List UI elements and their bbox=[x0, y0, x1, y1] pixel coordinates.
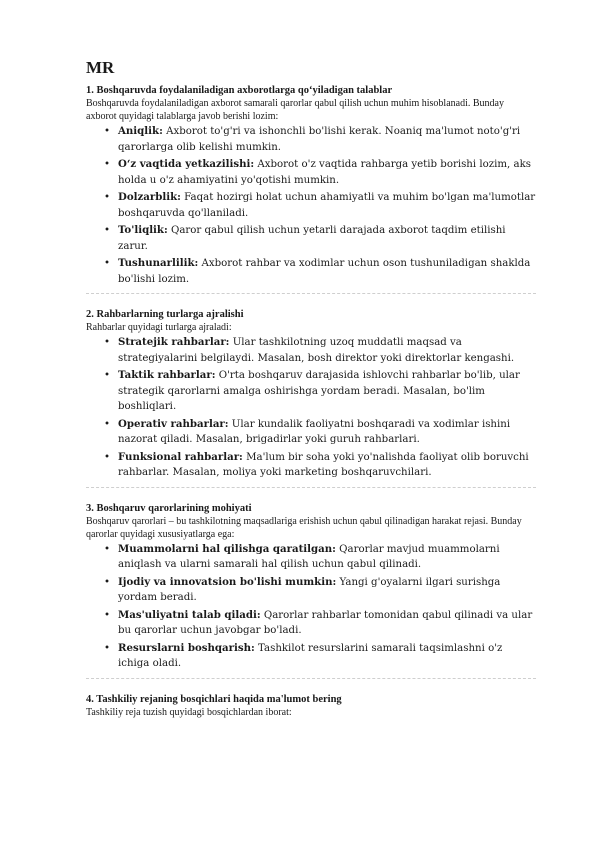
item-text: Qarorlar mavjud muammolarni aniqlash va ularni samarali hal qilish uchun qabul qilinadi. bbox=[118, 543, 500, 570]
item-text: Faqat hozirgi holat uchun ahamiyatli va muhim bo'lgan ma'lumotlar boshqaruvda qo'llaniladi. bbox=[118, 192, 536, 219]
item-term: Resurslarni boshqarish: bbox=[118, 641, 255, 654]
bullet-list bbox=[86, 124, 536, 287]
item-text: Qaror qabul qilish uchun yetarli darajada axborot taqdim etilishi zarur. bbox=[118, 225, 506, 252]
section-heading: 4. Tashkiliy rejaning bosqichlari haqida ma'lumot bering bbox=[86, 693, 342, 705]
bullet-list bbox=[86, 542, 536, 672]
bullet-icon: • bbox=[104, 451, 111, 463]
section-divider bbox=[86, 293, 536, 294]
list-item bbox=[104, 157, 536, 188]
item-term: Ijodiy va innovatsion bo'lishi mumkin: bbox=[118, 575, 337, 588]
item-term: Mas'uliyatni talab qiladi: bbox=[118, 608, 261, 621]
item-text: Axborot rahbar va xodimlar uchun oson tushuniladigan shaklda bo'lishi lozim. bbox=[118, 258, 531, 285]
section-2 bbox=[86, 308, 536, 488]
bullet-icon: • bbox=[104, 126, 111, 137]
section-heading: 2. Rahbarlarning turlarga ajralishi bbox=[86, 309, 244, 320]
section-intro: Boshqaruvda foydalaniladigan axborot samarali qarorlar qabul qilish uchun muhim hisoblanadi. Bunday axborot quyidagi talablarga javob berishi lozim: bbox=[86, 98, 504, 122]
section-3 bbox=[86, 502, 536, 679]
bullet-icon: • bbox=[104, 225, 111, 236]
item-text: Ular tashkilotning uzoq muddatli maqsad va strategiyalarini belgilaydi. Masalan, bosh direktor yoki direktorlar kengashi. bbox=[118, 337, 515, 364]
item-term: To'liqlik: bbox=[118, 224, 168, 236]
list-item bbox=[104, 335, 536, 366]
item-text: Qarorlar rahbarlar tomonidan qabul qilinadi va ular bu qarorlar uchun javobgar bo'ladi. bbox=[118, 609, 533, 636]
item-term: Tushunarlilik: bbox=[118, 257, 199, 269]
bullet-icon: • bbox=[104, 370, 111, 381]
item-text: Yangi g'oyalarni ilgari surishga yordam beradi. bbox=[118, 576, 501, 603]
list-item bbox=[104, 368, 536, 415]
bullet-icon: • bbox=[104, 192, 111, 203]
bullet-icon: • bbox=[104, 543, 111, 555]
section-heading: 3. Boshqaruv qarorlarining mohiyati bbox=[86, 502, 252, 514]
list-item bbox=[104, 641, 536, 672]
section-divider bbox=[86, 487, 536, 488]
bullet-icon: • bbox=[104, 337, 111, 348]
item-term: Dolzarblik: bbox=[118, 191, 181, 203]
item-text: Axborot o'z vaqtida rahbarga yetib borishi lozim, aks holda u o'z ahamiyatini yo'qotishi mumkin. bbox=[118, 159, 531, 186]
section-1 bbox=[86, 84, 536, 294]
item-term: Aniqlik: bbox=[118, 125, 163, 137]
item-term: Operativ rahbarlar: bbox=[118, 417, 229, 430]
list-item bbox=[104, 608, 536, 639]
list-item bbox=[104, 190, 536, 221]
list-item bbox=[104, 223, 536, 254]
section-intro: Tashkiliy reja tuzish quyidagi bosqichlardan iborat: bbox=[86, 706, 292, 718]
list-item bbox=[104, 450, 536, 481]
bullet-icon: • bbox=[104, 159, 111, 170]
item-text: Axborot to'g'ri va ishonchli bo'lishi kerak. Noaniq ma'lumot noto'g'ri qarorlarga olib kelishi mumkin. bbox=[118, 126, 521, 153]
list-item bbox=[104, 417, 536, 448]
list-item bbox=[104, 575, 536, 606]
item-text: Ma'lum bir soha yoki yo'nalishda faoliyat olib boruvchi rahbarlar. Masalan, moliya yoki marketing boshqaruvchilari. bbox=[118, 451, 529, 478]
section-intro: Rahbarlar quyidagi turlarga ajraladi: bbox=[86, 322, 232, 333]
item-text: O'rta boshqaruv darajasida ishlovchi rahbarlar bo'lib, ular strategik qarorlarni amalga oshirishga yordam beradi. Masalan, bo'lim boshliqlari. bbox=[118, 370, 520, 412]
bullet-icon: • bbox=[104, 609, 111, 621]
item-term: Stratejik rahbarlar: bbox=[118, 336, 230, 348]
list-item bbox=[104, 124, 536, 155]
item-term: Funksional rahbarlar: bbox=[118, 450, 243, 463]
item-text: Tashkilot resurslarini samarali taqsimlashni o'z ichiga oladi. bbox=[118, 642, 503, 669]
section-intro: Boshqaruv qarorlari – bu tashkilotning maqsadlariga erishish uchun qabul qilinadigan harakat rejasi. Bunday qarorlar quyidagi xususiyatlarga ega: bbox=[86, 515, 522, 540]
section-4 bbox=[86, 693, 536, 719]
bullet-icon: • bbox=[104, 642, 111, 654]
document-title: MR bbox=[86, 58, 115, 77]
bullet-icon: • bbox=[104, 258, 111, 269]
list-item bbox=[104, 542, 536, 573]
item-text: Ular kundalik faoliyatni boshqaradi va xodimlar ishini nazorat qiladi. Masalan, brigadirlar yoki guruh rahbarlari. bbox=[118, 418, 511, 445]
item-term: O‘z vaqtida yetkazilishi: bbox=[118, 158, 255, 170]
section-divider bbox=[86, 678, 536, 679]
list-item bbox=[104, 256, 536, 287]
bullet-icon: • bbox=[104, 576, 111, 588]
section-heading: 1. Boshqaruvda foydalaniladigan axborotlarga qo‘yiladigan talablar bbox=[86, 85, 393, 96]
bullet-list bbox=[86, 335, 536, 481]
item-term: Taktik rahbarlar: bbox=[118, 369, 216, 381]
item-term: Muammolarni hal qilishga qaratilgan: bbox=[118, 542, 336, 555]
bullet-icon: • bbox=[104, 418, 111, 430]
